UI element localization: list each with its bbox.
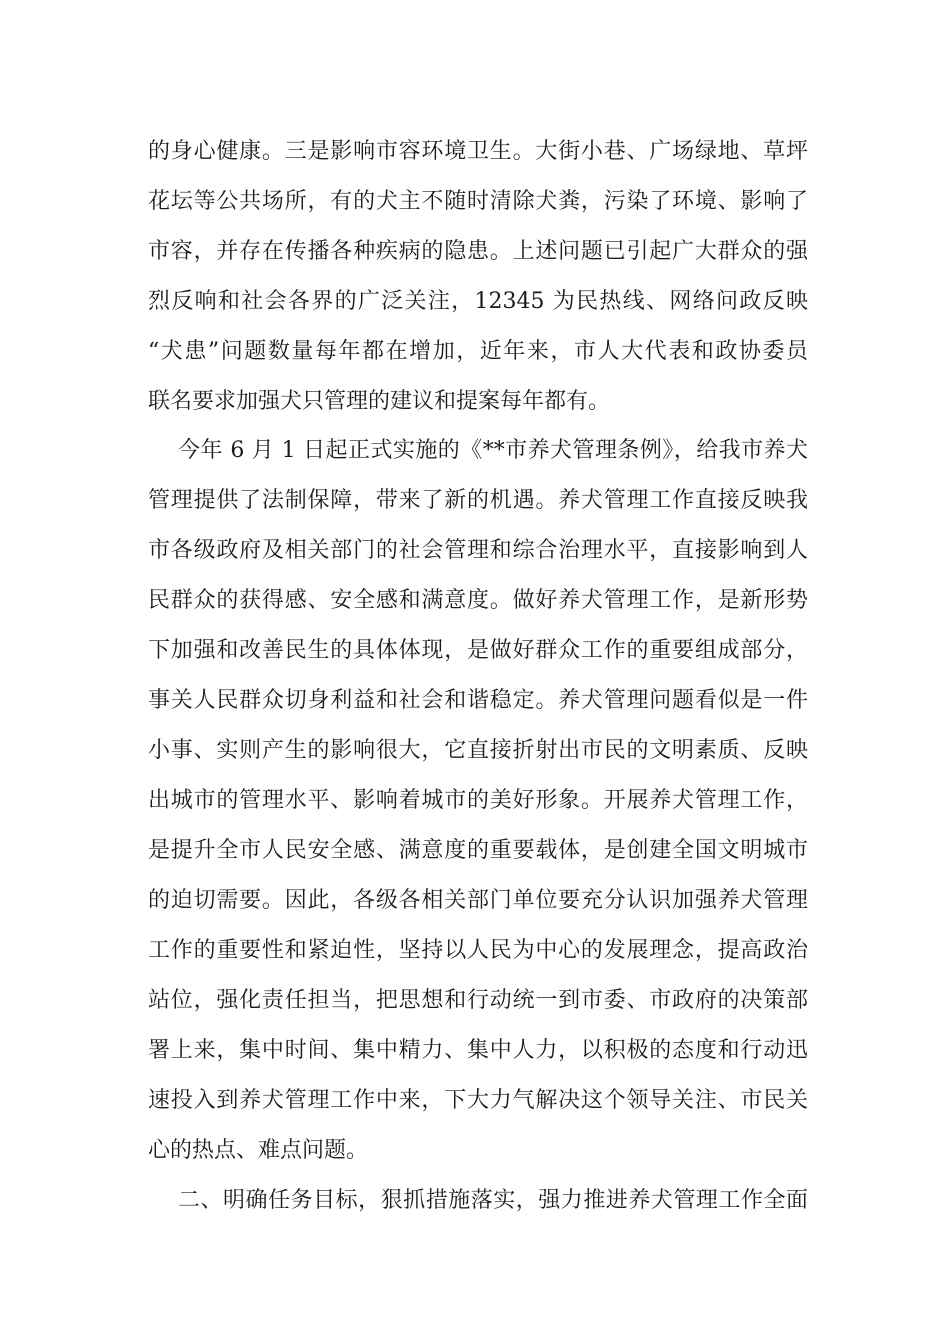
text-line: 心的热点、难点问题。 [148,1138,369,1163]
text-line: 小事、实则产生的影响很大，它直接折射出市民的文明素质、反映 [148,738,808,763]
text-line: 工作的重要性和紧迫性，坚持以人民为中心的发展理念，提高政治 [148,938,808,963]
text-line: 市容，并存在传播各种疾病的隐患。上述问题已引起广大群众的强 [148,239,808,264]
text-line: 花坛等公共场所，有的犬主不随时清除犬粪，污染了环境、影响了 [148,189,808,214]
text-line: “犬患”问题数量每年都在增加，近年来，市人大代表和政协委员 [148,339,808,364]
text-line: 的迫切需要。因此，各级各相关部门单位要充分认识加强养犬管理 [148,888,808,913]
text-line: 速投入到养犬管理工作中来，下大力气解决这个领导关注、市民关 [148,1088,808,1113]
text-line: 市各级政府及相关部门的社会管理和综合治理水平，直接影响到人 [148,538,808,563]
text-line: 是提升全市人民安全感、满意度的重要载体，是创建全国文明城市 [148,838,808,863]
text-line: 烈反响和社会各界的广泛关注，12345 为民热线、网络问政反映 [148,289,808,314]
section-heading-line: 二、明确任务目标，狠抓措施落实，强力推进养犬管理工作全面 [178,1188,808,1213]
text-line: 署上来，集中时间、集中精力、集中人力，以积极的态度和行动迅 [148,1038,808,1063]
text-line: 的身心健康。三是影响市容环境卫生。大街小巷、广场绿地、草坪 [148,139,808,164]
text-line: 民群众的获得感、安全感和满意度。做好养犬管理工作，是新形势 [148,588,808,613]
text-line: 管理提供了法制保障，带来了新的机遇。养犬管理工作直接反映我 [148,488,808,513]
text-line: 今年 6 月 1 日起正式实施的《**市养犬管理条例》，给我市养犬 [178,438,808,463]
text-line: 事关人民群众切身利益和社会和谐稳定。养犬管理问题看似是一件 [148,688,808,713]
text-line: 出城市的管理水平、影响着城市的美好形象。开展养犬管理工作， [148,788,808,813]
text-line: 联名要求加强犬只管理的建议和提案每年都有。 [148,389,611,414]
text-line: 站位，强化责任担当，把思想和行动统一到市委、市政府的决策部 [148,988,808,1013]
text-line: 下加强和改善民生的具体体现，是做好群众工作的重要组成部分， [148,638,808,663]
